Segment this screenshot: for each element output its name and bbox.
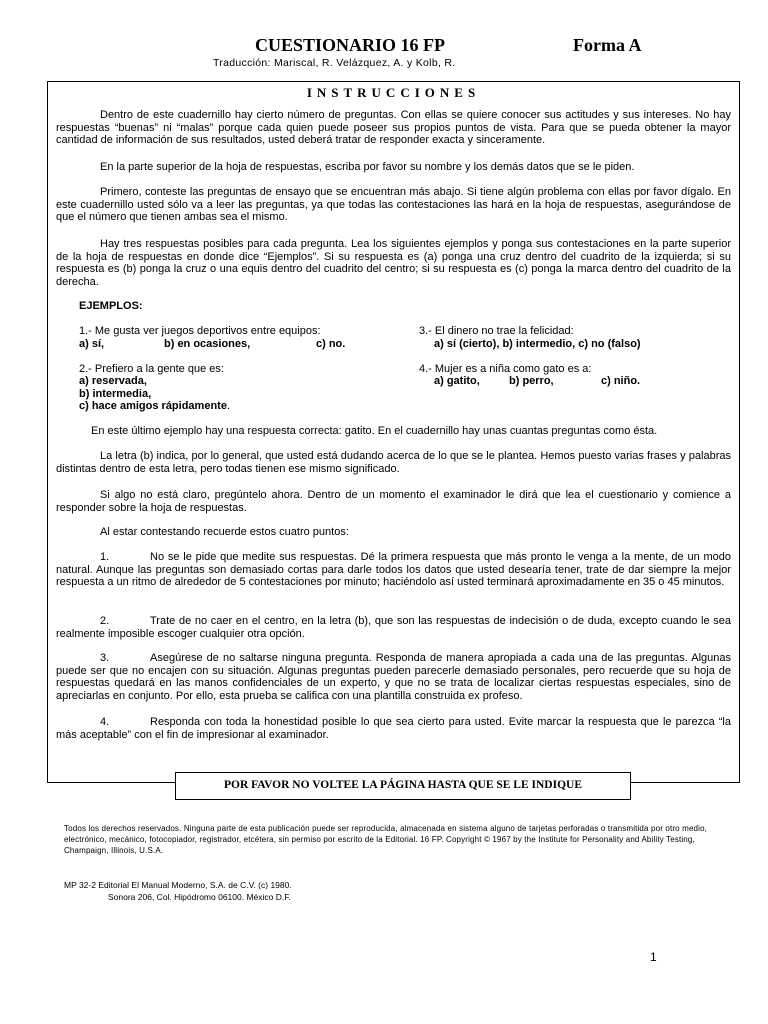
instruction-point [56, 716, 731, 741]
instructions-paragraph: Si algo no está claro, pregúntelo ahora. Dentro de un momento el examinador le dirá que lea el cuestionario y comience a responder sobre la hoja de respuestas. [56, 489, 731, 514]
example-question: 3.- El dinero no trae la felicidad: [419, 325, 574, 337]
translation-credit: Traducción: Mariscal, R. Velázquez, A. y Kolb, R. [213, 57, 456, 69]
copyright-notice: Todos los derechos reservados. Ninguna parte de esta publicación puede ser reproducida, almacenada en sistema alguno de tarjetas perforadas o transmitida por otro medio, electrónico, mecánico, fotocopiador, registrador, etcétera, sin permiso por escrito de la Editorial. 16 FP. Copyright © 1967 by the Institute for Personality and Ability Testing, Champaign, Illinois, U.S.A. [64, 824, 708, 855]
instruction-point [56, 652, 731, 702]
point-number: 4. [100, 716, 110, 728]
point-text: No se le pide que medite sus respuestas. Dé la primera respuesta que más pronto le venga a la mente, de un modo natural. Aunque las preguntas son demasiado cortas para darle todos los datos que usted desearía tener, trate de dar siempre la mejor respuesta a un ritmo de alrededor de 5 contestaciones por minuto; haciéndolo así usted terminará aproximadamente en 35 o 45 minutos. [56, 551, 731, 588]
form-label: Forma A [573, 35, 642, 55]
example-question: 4.- Mujer es a niña como gato es a: [419, 363, 592, 375]
example-option: c) niño. [601, 375, 641, 387]
instructions-paragraph: Al estar contestando recuerde estos cuatro puntos: [100, 526, 349, 538]
point-text: Responda con toda la honestidad posible lo que sea cierto para usted. Evite marcar la respuesta que le parezca “la más aceptable” con el fin de impresionar al examinador. [56, 716, 731, 741]
instructions-paragraph: La letra (b) indica, por lo general, que usted está dudando acerca de lo que se le plantea. Hemos puesto varias frases y palabras distintas dentro de esta letra, pero todas tienen ese mismo significado. [56, 450, 731, 475]
examples-heading: EJEMPLOS: [79, 300, 143, 312]
page-number: 1 [650, 950, 657, 964]
do-not-turn-banner: POR FAVOR NO VOLTEE LA PÁGINA HASTA QUE SE LE INDIQUE [175, 772, 631, 800]
instructions-box [47, 81, 740, 783]
example-question: 1.- Me gusta ver juegos deportivos entre equipos: [79, 325, 321, 337]
page-title: CUESTIONARIO 16 FP [255, 35, 446, 55]
instructions-paragraph: En este último ejemplo hay una respuesta correcta: gatito. En el cuadernillo hay unas cuantas preguntas como ésta. [91, 425, 658, 437]
publisher-address: Sonora 206, Col. Hipódromo 06100. México D.F. [108, 892, 291, 902]
example-option: c) no. [316, 338, 346, 350]
example-option: b) en ocasiones, [164, 338, 251, 350]
example-option-text: c) hace amigos rápidamente [79, 400, 227, 412]
example-option-period: . [226, 400, 231, 412]
example-option: a) sí, [79, 338, 105, 350]
instructions-paragraph: En la parte superior de la hoja de respuestas, escriba por favor su nombre y los demás datos que se le piden. [100, 161, 635, 173]
example-question: 2.- Prefiero a la gente que es: [79, 363, 224, 375]
instructions-heading: INSTRUCCIONES [306, 85, 481, 100]
example-option: a) reservada, [79, 375, 147, 387]
example-option: a) gatito, [434, 375, 480, 387]
instructions-paragraph: Hay tres respuestas posibles para cada pregunta. Lea los siguientes ejemplos y ponga sus contestaciones en la parte superior de la hoja de respuestas en donde dice “Ejemplos”. Si su respuesta es (a) ponga una cruz dentro del cuadrito de la izquierda; si su respuesta es (b) ponga la cruz o una equis dentro del cuadrito del centro; si su respuesta es (c) ponga la marca dentro del cuadrito de la derecha. [56, 238, 731, 288]
example-option: b) intermedia, [79, 388, 152, 400]
point-text: Trate de no caer en el centro, en la letra (b), que son las respuestas de indecisión o de duda, excepto cuando le sea realmente imposible escoger cualquier otra opción. [56, 615, 731, 640]
example-option: a) sí (cierto), b) intermedio, c) no (falso) [434, 338, 641, 350]
publisher-line: MP 32-2 Editorial El Manual Moderno, S.A. de C.V. (c) 1980. [64, 880, 292, 890]
example-option: b) perro, [509, 375, 554, 387]
point-text: Asegúrese de no saltarse ninguna pregunta. Responda de manera apropiada a cada una de las preguntas. Algunas puede ser que no encajen con su situación. Algunas preguntas pueden parecerle demasiado personales, pero recuerde que su hoja de respuestas quedará en las manos confidenciales de un experto, y que no se trata de localizar ciertas respuestas especiales, sino de apreciarlas en conjunto. Por ello, esta prueba se califica con una plantilla construida ex profeso. [56, 652, 731, 702]
instructions-paragraph: Primero, conteste las preguntas de ensayo que se encuentran más abajo. Si tiene algún problema con ellas por favor dígalo. En este cuadernillo usted sólo va a leer las preguntas, ya que todas las contestaciones las hará en la hoja de respuestas, asegurándose de que el número que tienen ambas sea el mismo. [56, 186, 731, 223]
point-number: 3. [100, 652, 110, 664]
instruction-point [56, 551, 731, 589]
point-number: 2. [100, 615, 110, 627]
instructions-paragraph: Dentro de este cuadernillo hay cierto número de preguntas. Con ellas se quiere conocer sus actitudes y sus intereses. No hay respuestas “buenas” ni “malas” porque cada quien puede poseer sus propios puntos de vista. Para que se pueda obtener la mayor cantidad de información de sus resultados, usted deberá tratar de responder exacta y sinceramente. [56, 109, 731, 146]
point-number: 1. [100, 551, 110, 563]
example-option [79, 400, 230, 413]
instruction-point [56, 615, 731, 640]
